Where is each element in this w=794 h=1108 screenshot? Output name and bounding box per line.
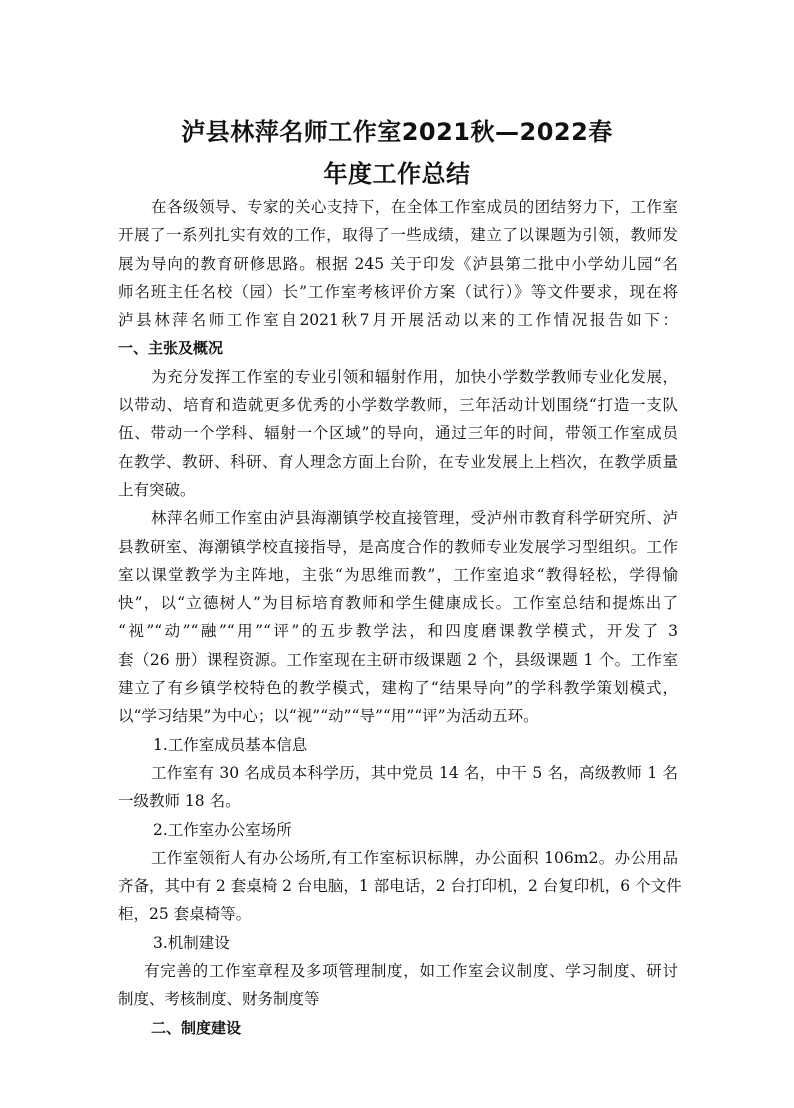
para1-line: 上有突破。 (118, 480, 196, 499)
sub3-line: 有完善的工作室章程及多项管理制度，如工作室会议制度、学习制度、研讨 (144, 962, 678, 981)
sub3-heading: 3.机制建设 (153, 933, 230, 952)
para1-line: 伍、带动一个学科、辐射一个区域”的导向，通过三年的时间，带领工作室成员 (118, 424, 678, 443)
document-title-line1: 泸县林萍名师工作室2021秋—2022春 (181, 118, 613, 146)
intro-line: 开展了一系列扎实有效的工作，取得了一些成绩，建立了以课题为引领，教师发 (118, 226, 678, 245)
para1-line: 在教学、教研、科研、育人理念方面上台阶，在专业发展上上档次，在教学质量 (118, 452, 678, 471)
para2-line: “视”“动”“融”“用”“评”的五步教学法，和四度磨课教学模式，开发了 3 (118, 622, 678, 641)
para2-line: 快”，以“立德树人”为目标培育教师和学生健康成长。工作室总结和提炼出了 (118, 594, 678, 613)
sub2-line: 工作室领衔人有办公场所,有工作室标识标牌，办公面积 106m2。办公用品 (151, 848, 678, 867)
intro-line: 展为导向的教育研修思路。根据 245 关于印发《泸县第二批中小学幼儿园“名 (118, 254, 678, 273)
sub2-line: 齐备，其中有 2 套桌椅 2 台电脑，1 部电话，2 台打印机，2 台复印机，6 个文件 (118, 877, 682, 896)
sub2-line: 柜，25 套桌椅等。 (118, 905, 252, 924)
document-title-line2: 年度工作总结 (323, 160, 471, 188)
intro-line: 泸县林萍名师工作室自2021秋7月开展活动以来的工作情况报告如下： (118, 311, 678, 330)
sub1-line: 工作室有 30 名成员本科学历，其中党员 14 名，中干 5 名，高级教师 1 名 (151, 763, 678, 782)
para2-line: 建立了有乡镇学校特色的教学模式，建构了“结果导向”的学科教学策划模式， (118, 679, 678, 698)
document-body (118, 193, 682, 1042)
sub1-heading: 1.工作室成员基本信息 (153, 735, 308, 754)
sub1-line: 一级教师 18 名。 (118, 792, 241, 811)
para2-line: 室以课堂教学为主阵地，主张“为思维而教”，工作室追求“教得轻松，学得愉 (118, 565, 678, 584)
para2-line: 县教研室、海潮镇学校直接指导，是高度合作的教师专业发展学习型组织。工作 (118, 537, 678, 556)
section2-heading: 二、制度建设 (151, 1018, 242, 1037)
section1-heading: 一、主张及概况 (118, 339, 224, 358)
para2-line: 林萍名师工作室由泸县海潮镇学校直接管理，受泸州市教育科学研究所、泸 (151, 509, 678, 528)
intro-line: 师名班主任名校（园）长”工作室考核评价方案（试行）》等文件要求，现在将 (118, 282, 678, 301)
para1-line: 以带动、培育和造就更多优秀的小学数学教师，三年活动计划围绕“打造一支队 (118, 396, 678, 415)
intro-line: 在各级领导、专家的关心支持下，在全体工作室成员的团结努力下，工作室 (151, 198, 678, 216)
para1-line: 为充分发挥工作室的专业引领和辐射作用，加快小学数学教师专业化发展， (151, 367, 678, 386)
para2-line: 以“学习结果”为中心；以“视”“动”“导”“用”“评”为活动五环。 (118, 707, 539, 726)
sub2-heading: 2.工作室办公室场所 (153, 820, 292, 839)
sub3-line: 制度、考核制度、财务制度等 (118, 990, 320, 1009)
para2-line: 套（26 册）课程资源。工作室现在主研市级课题 2 个，县级课题 1 个。工作室 (118, 650, 678, 669)
